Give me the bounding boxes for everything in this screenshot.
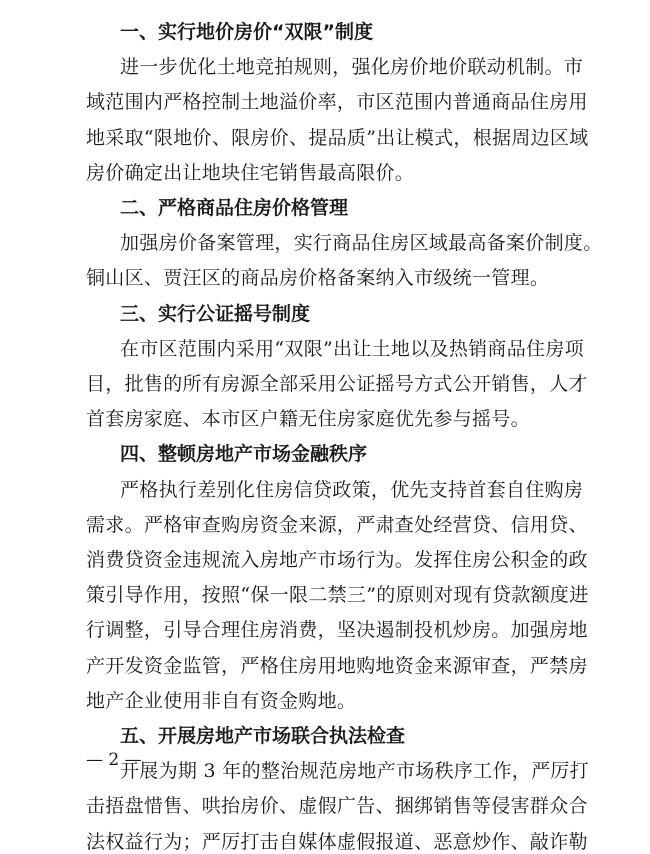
paragraph-line: 开展为期 3 年的整治规范房地产市场秩序工作，严厉打 [120, 760, 589, 782]
paragraph-line: 策引导作用，按照“保一限二禁三”的原则对现有贷款额度进 [86, 584, 589, 606]
paragraph-line: 目，批售的所有房源全部采用公证摇号方式公开销售，人才 [86, 373, 588, 395]
paragraph-line: 域范围内严格控制土地溢价率，市区范围内普通商品住房用 [86, 91, 588, 113]
paragraph-line: 地产企业使用非自有资金购地。 [86, 690, 357, 712]
paragraph-line: 消费贷资金违规流入房地产市场行为。发挥住房公积金的政 [86, 549, 588, 571]
paragraph-line: 需求。严格审查购房资金来源，严肃查处经营贷、信用贷、 [86, 514, 588, 536]
section-heading: 一、实行地价房价“双限”制度 [120, 21, 373, 43]
page-number: — 2 — [86, 750, 142, 770]
paragraph-line: 产开发资金监管，严格住房用地购地资金来源审查，严禁房 [86, 655, 588, 677]
paragraph-line: 房价确定出让地块住宅销售最高限价。 [86, 162, 415, 184]
paragraph-line: 铜山区、贾汪区的商品房价格备案纳入市级统一管理。 [86, 267, 550, 289]
section-heading: 五、开展房地产市场联合执法检查 [120, 725, 406, 747]
section-heading: 三、实行公证摇号制度 [120, 303, 311, 325]
section-heading: 二、严格商品住房价格管理 [120, 197, 349, 219]
paragraph-line: 行调整，引导合理住房消费，坚决遏制投机炒房。加强房地 [86, 619, 588, 641]
paragraph-line: 严格执行差别化住房信贷政策，优先支持首套自住购房 [120, 479, 584, 501]
paragraph-line: 法权益行为；严厉打击自媒体虚假报道、恶意炒作、敲诈勒 [86, 831, 588, 853]
paragraph-line: 击捂盘惜售、哄抬房价、虚假广告、捆绑销售等侵害群众合 [86, 795, 588, 817]
section-heading: 四、整顿房地产市场金融秩序 [120, 443, 368, 465]
paragraph-line: 在市区范围内采用“双限”出让土地以及热销商品住房项 [120, 338, 584, 360]
paragraph-line: 加强房价备案管理，实行商品住房区域最高备案价制度。 [120, 232, 603, 254]
paragraph-line: 进一步优化土地竞拍规则，强化房价地价联动机制。市 [120, 56, 584, 78]
paragraph-line: 首套房家庭、本市区户籍无住房家庭优先参与摇号。 [86, 408, 530, 430]
paragraph-line: 地采取“限地价、限房价、提品质”出让模式，根据周边区域 [86, 127, 589, 149]
